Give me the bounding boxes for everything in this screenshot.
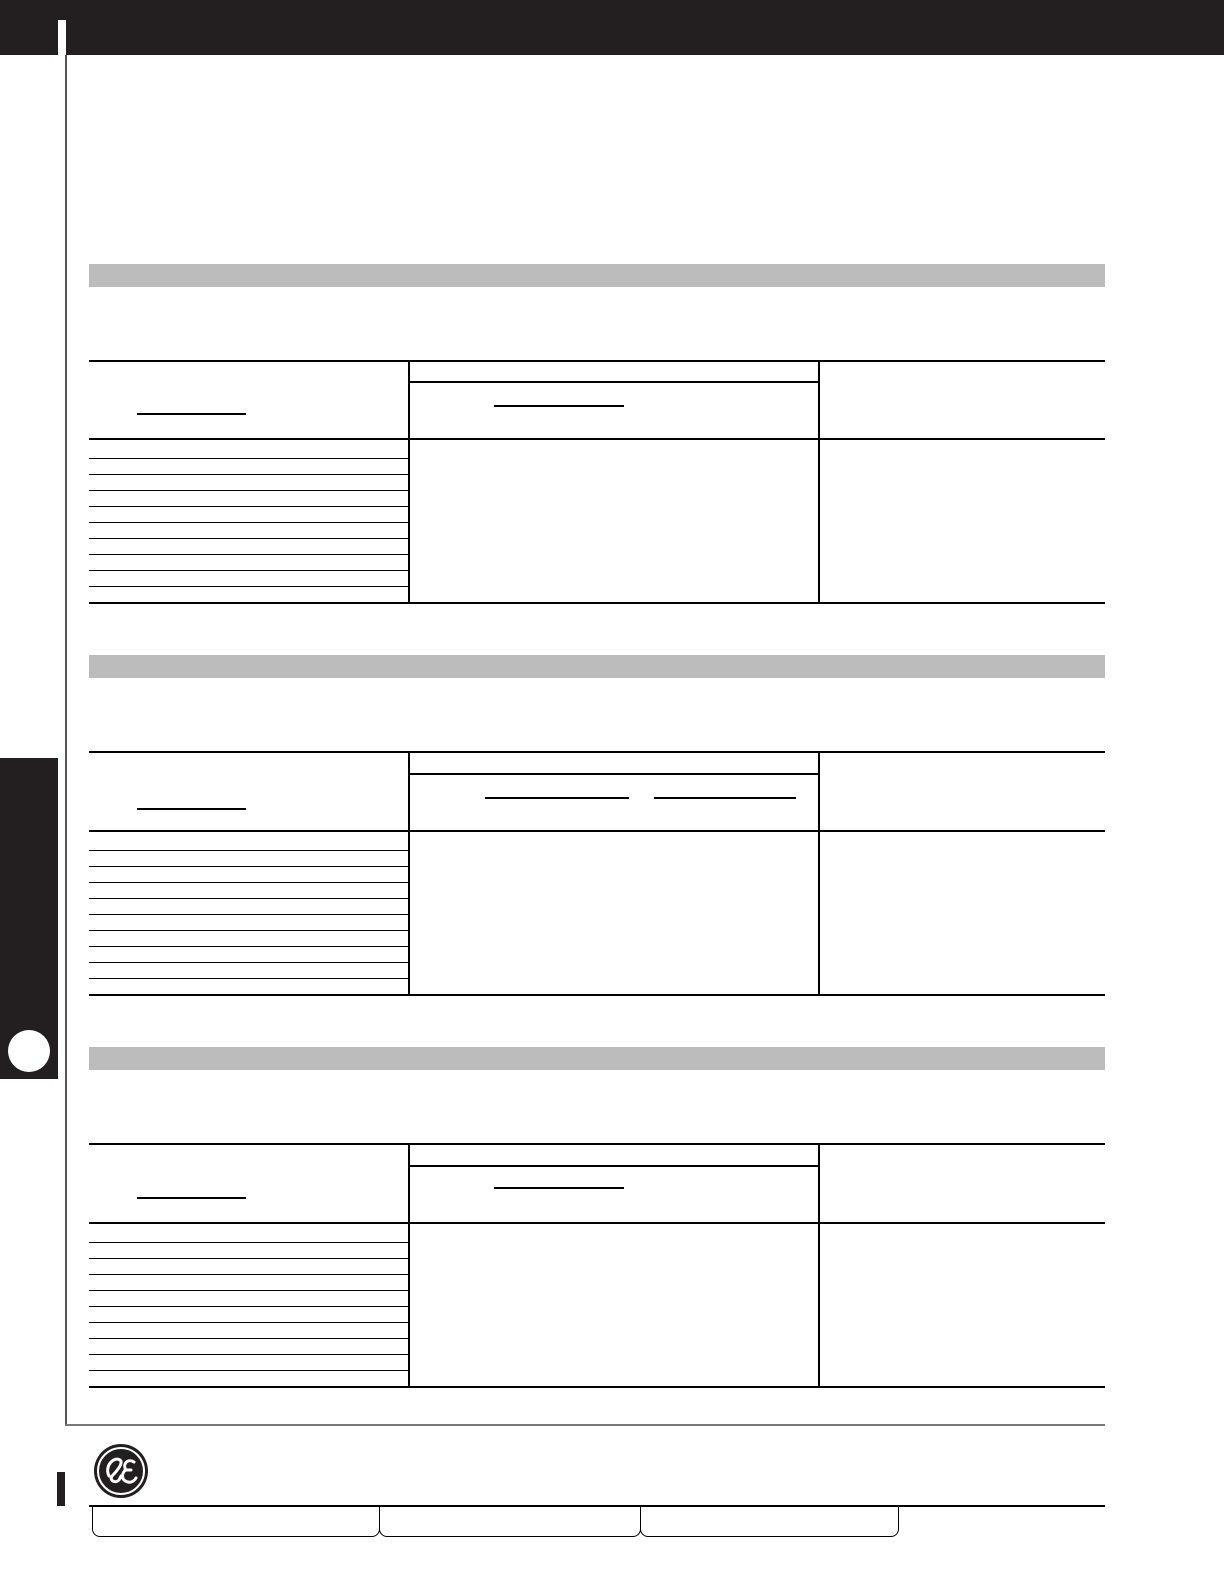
section-1-band (89, 264, 1105, 287)
page-frame-left-rule (65, 55, 67, 1426)
footer-tab-1[interactable] (92, 1505, 380, 1537)
section-1-table (89, 360, 1105, 604)
ge-monogram-icon (92, 1442, 150, 1500)
page-frame-bottom-rule (65, 1424, 1105, 1426)
footer-tab-2[interactable] (379, 1505, 641, 1537)
footer-tab-3[interactable] (640, 1505, 899, 1537)
footer-marker-bar (57, 1472, 65, 1506)
section-2-table (89, 751, 1105, 995)
section-2-band (89, 655, 1105, 678)
top-header-bar (0, 0, 1224, 55)
section-3-table (89, 1143, 1105, 1387)
header-notch (58, 20, 66, 60)
side-tab-circle-marker (8, 1030, 50, 1072)
section-3-band (89, 1047, 1105, 1070)
